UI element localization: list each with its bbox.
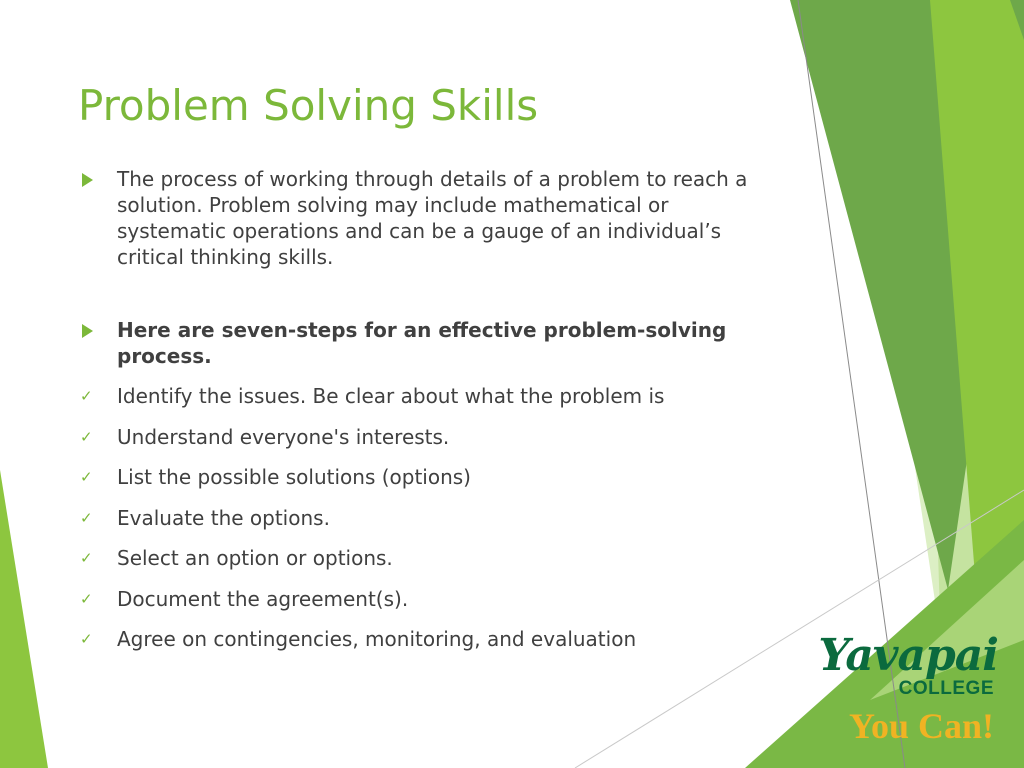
step-item <box>78 424 778 450</box>
step-item <box>78 383 778 409</box>
check-icon: ✓ <box>80 589 93 608</box>
yavapai-college-logo <box>818 632 1008 752</box>
step-item <box>78 464 778 490</box>
check-icon: ✓ <box>80 630 93 648</box>
logo-name: Yavapai <box>818 630 998 681</box>
intro-paragraph <box>78 166 778 270</box>
arrow-icon <box>78 166 102 187</box>
slide-title: Problem Solving Skills <box>78 81 539 130</box>
logo-college: COLLEGE <box>898 678 994 699</box>
step-text: Understand everyone's interests. <box>117 424 450 449</box>
step-text: Agree on contingencies, monitoring, and evaluation <box>117 627 637 651</box>
step-text: List the possible solutions (options) <box>117 465 471 489</box>
left-accent-shape <box>0 470 48 768</box>
arrow-icon <box>78 317 102 338</box>
intro-text: The process of working through details of a problem to reach a solution. Problem solving may include mathematical or systematic operations and can be a gauge of an individual’s critical thinking skills. <box>117 167 748 269</box>
steps-heading-text: Here are seven-steps for an effective problem-solving process. <box>117 318 727 368</box>
check-icon: ✓ <box>80 508 93 527</box>
logo-tagline: You Can! <box>848 706 994 746</box>
step-text: Identify the issues. Be clear about what the problem is <box>117 384 665 408</box>
step-text: Document the agreement(s). <box>117 586 409 611</box>
slide-body <box>78 166 778 667</box>
step-item <box>78 545 778 571</box>
step-text: Evaluate the options. <box>117 505 330 530</box>
step-item <box>78 626 778 652</box>
step-text: Select an option or options. <box>117 546 393 570</box>
check-icon: ✓ <box>80 427 93 446</box>
check-icon: ✓ <box>80 468 93 486</box>
step-item <box>78 505 778 531</box>
check-icon: ✓ <box>80 387 93 405</box>
step-item <box>78 586 778 612</box>
check-icon: ✓ <box>80 549 93 567</box>
steps-heading <box>78 317 778 369</box>
